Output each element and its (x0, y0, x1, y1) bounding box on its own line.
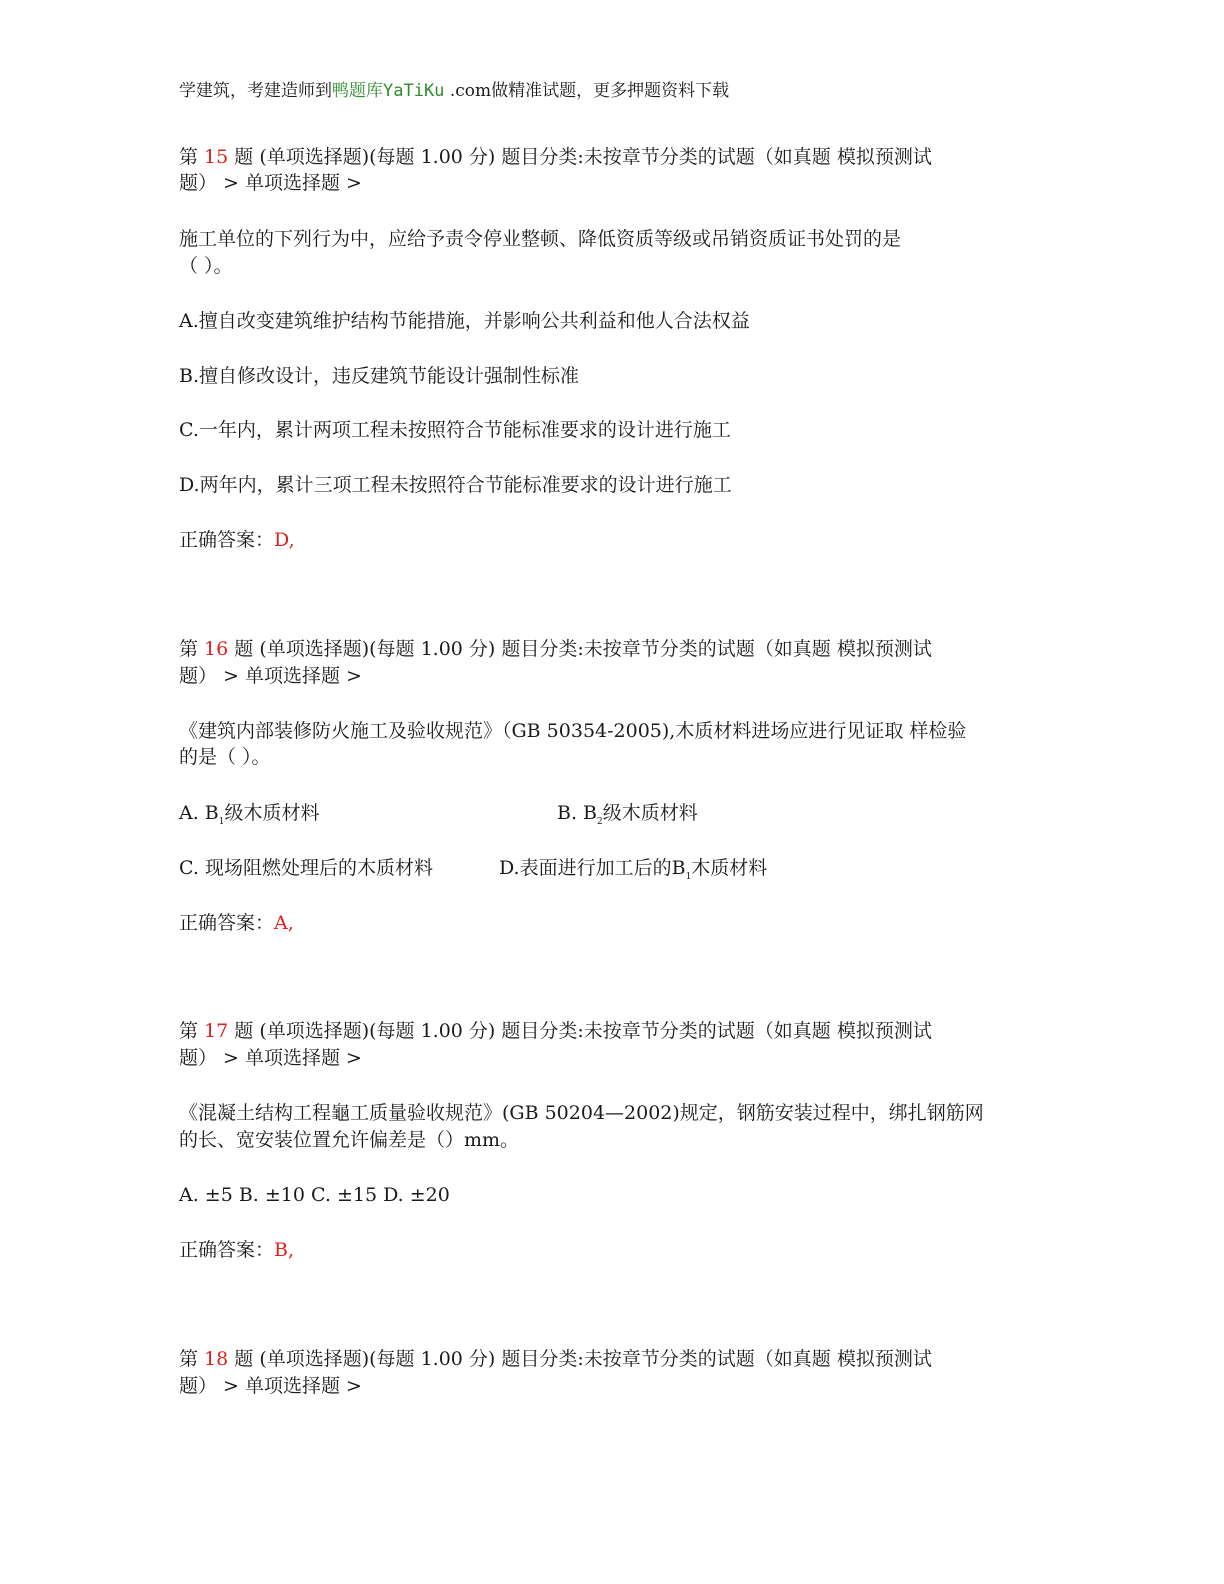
question-18-meta (179, 1348, 932, 1370)
question-16-stem-line1: 《建筑内部装修防火施工及验收规范》（GB 50354-2005),木质材料进场应进行见证取 样检验 (179, 720, 967, 742)
question-17-options: A. ±5 B. ±10 C. ±15 D. ±20 (179, 1184, 450, 1206)
question-number: 17 (204, 1020, 229, 1042)
question-meta: 题 (单项选择题)(每题 1.00 分) 题目分类:未按章节分类的试题（如真题 模拟预测试 (228, 1020, 932, 1042)
answer-label: 正确答案： (179, 529, 275, 551)
option-text: 级木质材料 (224, 802, 320, 824)
question-prefix: 第 (179, 1348, 205, 1370)
option-text: 木质材料 (691, 857, 768, 879)
question-number: 16 (204, 638, 229, 660)
answer-value: A, (274, 912, 294, 934)
answer-label: 正确答案： (179, 912, 275, 934)
question-15-stem-line1: 施工单位的下列行为中，应给予责令停业整顿、降低资质等级或吊销资质证书处罚的是 (179, 228, 902, 250)
question-15-option-b: B.擅自修改设计，违反建筑节能设计强制性标准 (179, 365, 580, 387)
question-number: 15 (204, 146, 229, 168)
header-site-brand[interactable]: YaTiKu (383, 81, 445, 101)
question-16-option-c: C. 现场阻燃处理后的木质材料 (179, 857, 433, 879)
question-15-meta (179, 146, 932, 168)
question-meta: 题 (单项选择题)(每题 1.00 分) 题目分类:未按章节分类的试题（如真题 模拟预测试 (228, 638, 932, 660)
question-16-answer (179, 912, 294, 934)
question-15-option-d: D.两年内，累计三项工程未按照符合节能标准要求的设计进行施工 (179, 474, 732, 496)
question-16-option-a (179, 802, 320, 827)
question-17-category: 题） > 单项选择题 > (179, 1047, 362, 1069)
answer-value: D, (274, 529, 295, 551)
page-header (179, 80, 729, 102)
question-17-stem-line2: 的长、宽安装位置允许偏差是（）mm。 (179, 1129, 520, 1151)
question-16-category: 题） > 单项选择题 > (179, 665, 362, 687)
question-meta: 题 (单项选择题)(每题 1.00 分) 题目分类:未按章节分类的试题（如真题 模拟预测试 (228, 1348, 932, 1370)
question-prefix: 第 (179, 146, 205, 168)
question-15-option-a: A.擅自改变建筑维护结构节能措施，并影响公共利益和他人合法权益 (179, 310, 750, 332)
question-16-meta (179, 638, 932, 660)
header-text-tail: 做精准试题，更多押题资料下载 (491, 81, 730, 101)
question-18-category: 题） > 单项选择题 > (179, 1375, 362, 1397)
option-text: D.表面进行加工后的B (499, 857, 686, 879)
question-15-stem-line2: （ ）。 (179, 255, 233, 277)
option-text: B. B (557, 802, 598, 824)
question-17-meta (179, 1020, 932, 1042)
header-domain: .com (444, 81, 492, 101)
option-text: 级木质材料 (602, 802, 698, 824)
answer-label: 正确答案： (179, 1239, 275, 1261)
option-subscript: 1 (218, 817, 225, 827)
question-17-stem-line1: 《混凝土结构工程龜工质量验收规范》(GB 50204—2002)规定，钢筋安装过程中，绑扎钢筋网 (179, 1102, 984, 1124)
option-subscript: 2 (597, 817, 603, 827)
question-number: 18 (204, 1348, 229, 1370)
question-meta: 题 (单项选择题)(每题 1.00 分) 题目分类:未按章节分类的试题（如真题 模拟预测试 (228, 146, 932, 168)
question-15-answer (179, 529, 295, 551)
question-15-option-c: C.一年内，累计两项工程未按照符合节能标准要求的设计进行施工 (179, 419, 731, 441)
option-subscript: 1 (685, 872, 692, 882)
header-text: 学建筑，考建造师到 (179, 81, 332, 101)
question-16-option-d (499, 857, 768, 882)
question-prefix: 第 (179, 1020, 205, 1042)
header-site-name[interactable]: 鸭题库 (332, 81, 383, 101)
answer-value: B, (274, 1239, 295, 1261)
option-text: A. B (179, 802, 219, 824)
question-16-stem-line2: 的是（ ）。 (179, 746, 271, 768)
question-16-option-b (557, 802, 698, 827)
question-15-category: 题） > 单项选择题 > (179, 172, 362, 194)
question-17-answer (179, 1239, 294, 1261)
question-prefix: 第 (179, 638, 205, 660)
